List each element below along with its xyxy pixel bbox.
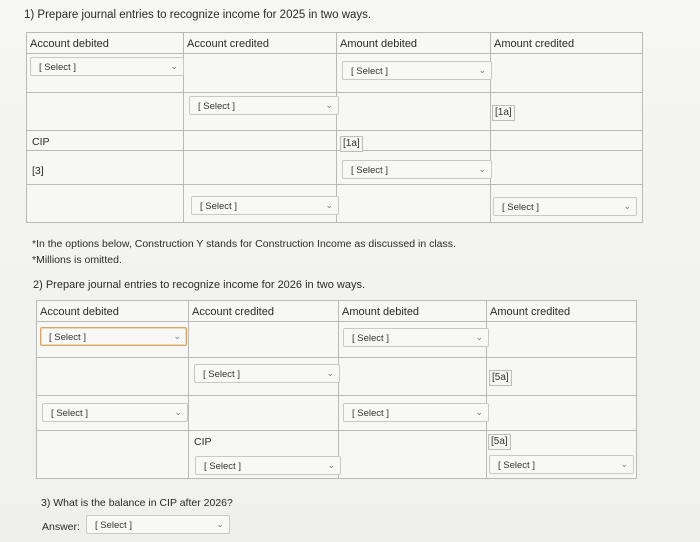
select-label: [ Select ] [352,333,389,344]
select-label: [ Select ] [49,332,86,343]
q1-r5-c3 [337,185,491,223]
q1-r3-c1 [27,131,184,151]
q1-r1-c4 [491,54,643,93]
q1-r1-account-debited-select[interactable] [30,57,184,76]
chevron-down-icon: ⌄ [325,200,333,210]
chevron-down-icon: ⌄ [325,100,333,110]
select-label: [ Select ] [51,408,88,419]
chevron-down-icon: ⌄ [326,368,334,378]
chevron-down-icon: ⌄ [475,332,483,342]
q2-r3-c4 [487,396,637,431]
q2-header-account-credited: Account credited [189,301,339,322]
chevron-down-icon: ⌄ [623,201,631,211]
q1-r2-c1 [27,93,184,131]
q1-header-amount-credited: Amount credited [491,33,643,54]
chevron-down-icon: ⌄ [170,61,178,71]
q2-header-amount-debited: Amount debited [339,301,487,322]
q1-r5-c1 [27,185,184,223]
q2-r4-account-credited-select[interactable] [195,456,341,475]
q2-header-amount-credited: Amount credited [487,301,637,322]
q1-r4-amount-debited-select[interactable] [342,160,492,179]
q2-r4-c1 [37,431,189,479]
select-label: [ Select ] [200,201,237,212]
q1-r2-account-credited-select[interactable] [189,96,339,115]
q2-r1-amount-debited-select[interactable] [343,328,489,347]
select-label: [ Select ] [198,101,235,112]
q3-answer-label: Answer: [42,521,80,533]
q3-title: 3) What is the balance in CIP after 2026? [41,497,233,509]
chevron-down-icon: ⌄ [620,459,628,469]
chevron-down-icon: ⌄ [173,331,181,341]
q1-r2-c3 [337,93,491,131]
q2-r3-amount-debited-select[interactable] [343,403,489,422]
select-label: [ Select ] [204,461,241,472]
chevron-down-icon: ⌄ [475,407,483,417]
q2-r1-c4 [487,322,637,358]
q1-header-account-credited: Account credited [184,33,337,54]
q1-r1-c2 [184,54,337,93]
chevron-down-icon: ⌄ [478,164,486,174]
chevron-down-icon: ⌄ [478,65,486,75]
q1-r5-amount-credited-select[interactable] [493,197,637,216]
q1-header-amount-debited: Amount debited [337,33,491,54]
q1-r4-c1 [27,151,184,185]
select-label: [ Select ] [203,369,240,380]
q2-r2-c1 [37,358,189,396]
q2-r1-c2 [189,322,339,358]
chevron-down-icon: ⌄ [327,460,335,470]
q1-r5-account-credited-select[interactable] [191,196,339,215]
q2-r4-amount-credited-select[interactable] [489,455,634,474]
note-millions-omitted: *Millions is omitted. [32,254,122,266]
q1-r3-c2 [184,131,337,151]
q2-r3-account-debited-select[interactable] [42,403,188,422]
select-label: [ Select ] [95,520,132,531]
q1-r3-amount-debited-value: [1a] [340,136,363,152]
q2-r2-account-credited-select[interactable] [194,364,340,383]
q2-r3-c2 [189,396,339,431]
q2-r2-c3 [339,358,487,396]
q1-r4-c2 [184,151,337,185]
q2-header-account-debited: Account debited [37,301,189,322]
q1-title: 1) Prepare journal entries to recognize income for 2025 in two ways. [24,9,372,21]
q2-r4-c3 [339,431,487,479]
q2-r1-account-debited-select[interactable] [40,327,187,346]
q2-title: 2) Prepare journal entries to recognize income for 2026 in two ways. [33,279,366,291]
chevron-down-icon: ⌄ [174,407,182,417]
select-label: [ Select ] [351,165,388,176]
q1-r4-account-debited: [3] [32,165,44,177]
q1-r3-account-debited: CIP [32,136,50,148]
q2-r4-amount-credited-value: [5a] [488,434,511,450]
q1-header-account-debited: Account debited [27,33,184,54]
select-label: [ Select ] [39,62,76,73]
q3-answer-select[interactable] [86,515,230,534]
select-label: [ Select ] [352,408,389,419]
q1-r4-c4 [491,151,643,185]
select-label: [ Select ] [498,460,535,471]
select-label: [ Select ] [502,202,539,213]
q1-r2-amount-credited-value: [1a] [492,105,515,121]
select-label: [ Select ] [351,66,388,77]
chevron-down-icon: ⌄ [216,519,224,529]
q2-r4-account-credited: CIP [194,436,212,448]
q2-r2-amount-credited-value: [5a] [489,370,512,386]
q1-r1-amount-debited-select[interactable] [342,61,492,80]
q1-r3-c4 [491,131,643,151]
note-construction-income: *In the options below, Construction Y stands for Construction Income as discussed in class. [32,238,456,250]
